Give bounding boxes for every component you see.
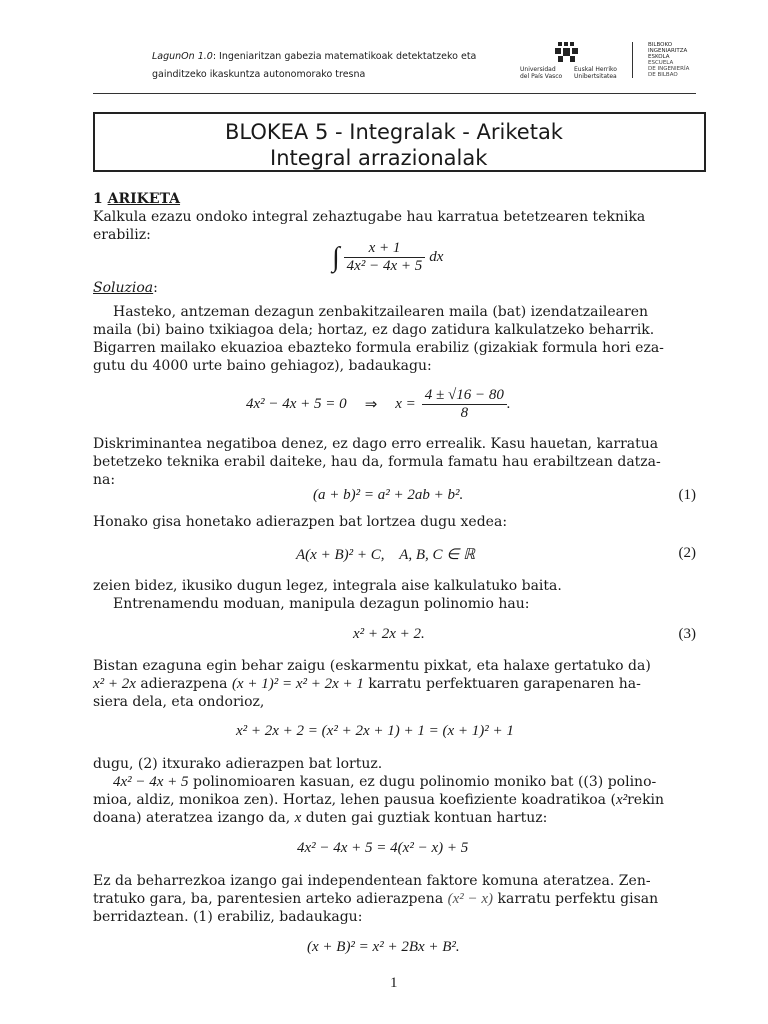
equation-5: 4x² − 4x + 5 = 4(x² − x) + 5 [297,840,469,856]
p5: Entrenamendu moduan, manipula dezagun polinomio hau: [113,596,530,612]
p2-line1: Diskriminantea negatiboa denez, ez dago erro errealik. Kasu hauetan, karratua [93,436,659,452]
equation-4: x² + 2x + 2 = (x² + 2x + 1) + 1 = (x + 1)² + 1 [236,723,514,739]
inline-f: (x² − x) [447,891,494,907]
p8-line1b: polinomioaren kasuan, ez dugu polinomio moniko bat ((3) polino- [188,774,657,790]
inline-b: (x + 1)² = x² + 2x + 1 [231,676,364,692]
p6-line1: Bistan ezaguna egin behar zaigu (eskarmentu pixkat, eta halaxe gertatuko da) [93,658,651,674]
integral-denominator: 4x² − 4x + 5 [346,258,423,274]
header-rule [93,93,696,94]
title-box [93,112,706,172]
bilbao-school-logo [648,40,708,80]
equation-1-tag: (1) [678,487,696,503]
logo-ehu-line1: Euskal Herriko [574,66,617,73]
p2-line2: betetzeko teknika erabil daiteke, hau da, formula famatu hau erabiltzean datza- [93,454,661,470]
quad-x: x = [395,396,416,412]
logo-ehu-line2: Unibertsitatea [574,73,617,80]
p6-line2 [93,675,641,693]
p6-line2b: karratu perfektuaren garapenaren ha- [363,676,641,692]
solution-colon: : [153,280,158,296]
p9-line2b: karratu perfektu gisan [493,891,659,907]
header-line2: gainditzeko ikaskuntza autonomorako tresna [152,69,366,80]
equation-6: (x + B)² = x² + 2Bx + B². [307,939,460,955]
statement-l2: erabiliz: [93,227,151,243]
p8-line2b: rekin [627,792,665,808]
school-4: ESCUELA [648,60,674,66]
exercise-heading [93,190,180,208]
quad-lhs: 4x² − 4x + 5 = 0 [246,396,347,412]
integral-numerator: x + 1 [344,240,426,258]
quad-denominator: 8 [460,405,469,421]
p8-line3b: duten gai guztiak kontuan hartuz: [301,810,548,826]
statement-l1: Kalkula ezazu ondoko integral zehaztugabe hau karratua betetzearen teknika [93,209,646,225]
upv-ehu-logo [518,40,628,80]
inline-c: 4x² − 4x + 5 [113,774,189,790]
p9-line1: Ez da beharrezkoa izango gai independentean faktore komuna ateratzea. Zen- [93,873,651,889]
p3: Honako gisa honetako adierazpen bat lortzea dugu xedea: [93,514,508,530]
p1-line3: Bigarren mailako ekuazioa ebazteko formula erabiliz (gizakiak formula hori eza- [93,340,664,356]
p9-line2 [93,890,658,908]
inline-d: x² [615,792,628,808]
equation-3: x² + 2x + 2. [353,626,425,642]
exercise-number: 1 [93,191,103,207]
title-line1: BLOKEA 5 - Integralak - Ariketak [225,120,563,144]
p8-line2 [93,791,664,809]
equation-1: (a + b)² = a² + 2ab + b². [313,487,464,503]
exercise-title: ARIKETA [107,191,181,207]
p8-line1 [113,773,656,791]
equation-2: A(x + B)² + C, A, B, C ∈ ℝ [296,547,475,563]
implies-arrow-icon: ⇒ [364,397,378,413]
title-line2: Integral arrazionalak [270,146,488,170]
school-3: ESKOLA [648,54,670,60]
logo-upv-line1: Universidad [520,66,556,73]
p1-line4: gutu du 4000 urte baino gehiagoz), badaukagu: [93,358,432,374]
quadratic-equation: 4x² − 4x + 5 = 0 ⇒ x = $\frac{4 \pm √16 - 80}{8}$ . [246,387,511,421]
p8-line3 [93,809,547,827]
integral-sign-icon: ∫ [332,241,340,273]
p6-line3: siera dela, eta ondorioz, [93,694,265,710]
p2-line3: na: [93,472,116,488]
school-2: INGENIARITZA [648,48,688,54]
integral-dx: dx [429,249,444,265]
school-1: BILBOKO [648,42,673,48]
app-name: LagunOn 1.0 [152,51,213,62]
header-text [152,48,512,84]
equation-2-tag: (2) [678,545,696,561]
page-number: 1 [390,975,398,991]
p7: dugu, (2) itxurako adierazpen bat lortuz. [93,756,383,772]
p1-line2: maila (bi) baino txikiagoa dela; hortaz, ez dago zatidura kalkulatzeko beharrik. [93,322,655,338]
equation-3-tag: (3) [678,626,696,642]
p6-line2a: adierazpena [135,676,232,692]
p4: zeien bidez, ikusiko dugun legez, integrala aise kalkulatuko baita. [93,578,562,594]
inline-a: x² + 2x [93,676,136,692]
solution-word: Soluzioa [93,280,154,296]
p9-line3: berridaztean. (1) erabiliz, badaukagu: [93,909,363,925]
p1-line1: Hasteko, antzeman dezagun zenbakitzailearen maila (bat) izendatzailearen [113,304,649,320]
logo-divider [632,42,633,78]
p8-line3a: doana) ateratzea izango da, [93,810,295,826]
school-5: DE INGENIERÍA [648,66,690,72]
p9-line2a: tratuko gara, ba, parentesien arteko adierazpena [93,891,448,907]
school-6: DE BILBAO [648,72,678,78]
logo-upv-line2: del País Vasco [520,73,563,80]
integral-fraction [344,240,426,275]
quad-fraction [422,387,507,422]
header-line1: : Ingeniaritzan gabezia matematikoak detektatzeko eta [212,51,477,62]
quad-numerator: 4 ± √16 − 80 [422,387,507,405]
inline-e: x [294,810,302,826]
p8-line2a: mioa, aldiz, monikoa zen). Hortaz, lehen pausua koefiziente koadratikoa ( [93,792,616,808]
solution-label [93,279,158,297]
integral-equation [332,240,443,275]
